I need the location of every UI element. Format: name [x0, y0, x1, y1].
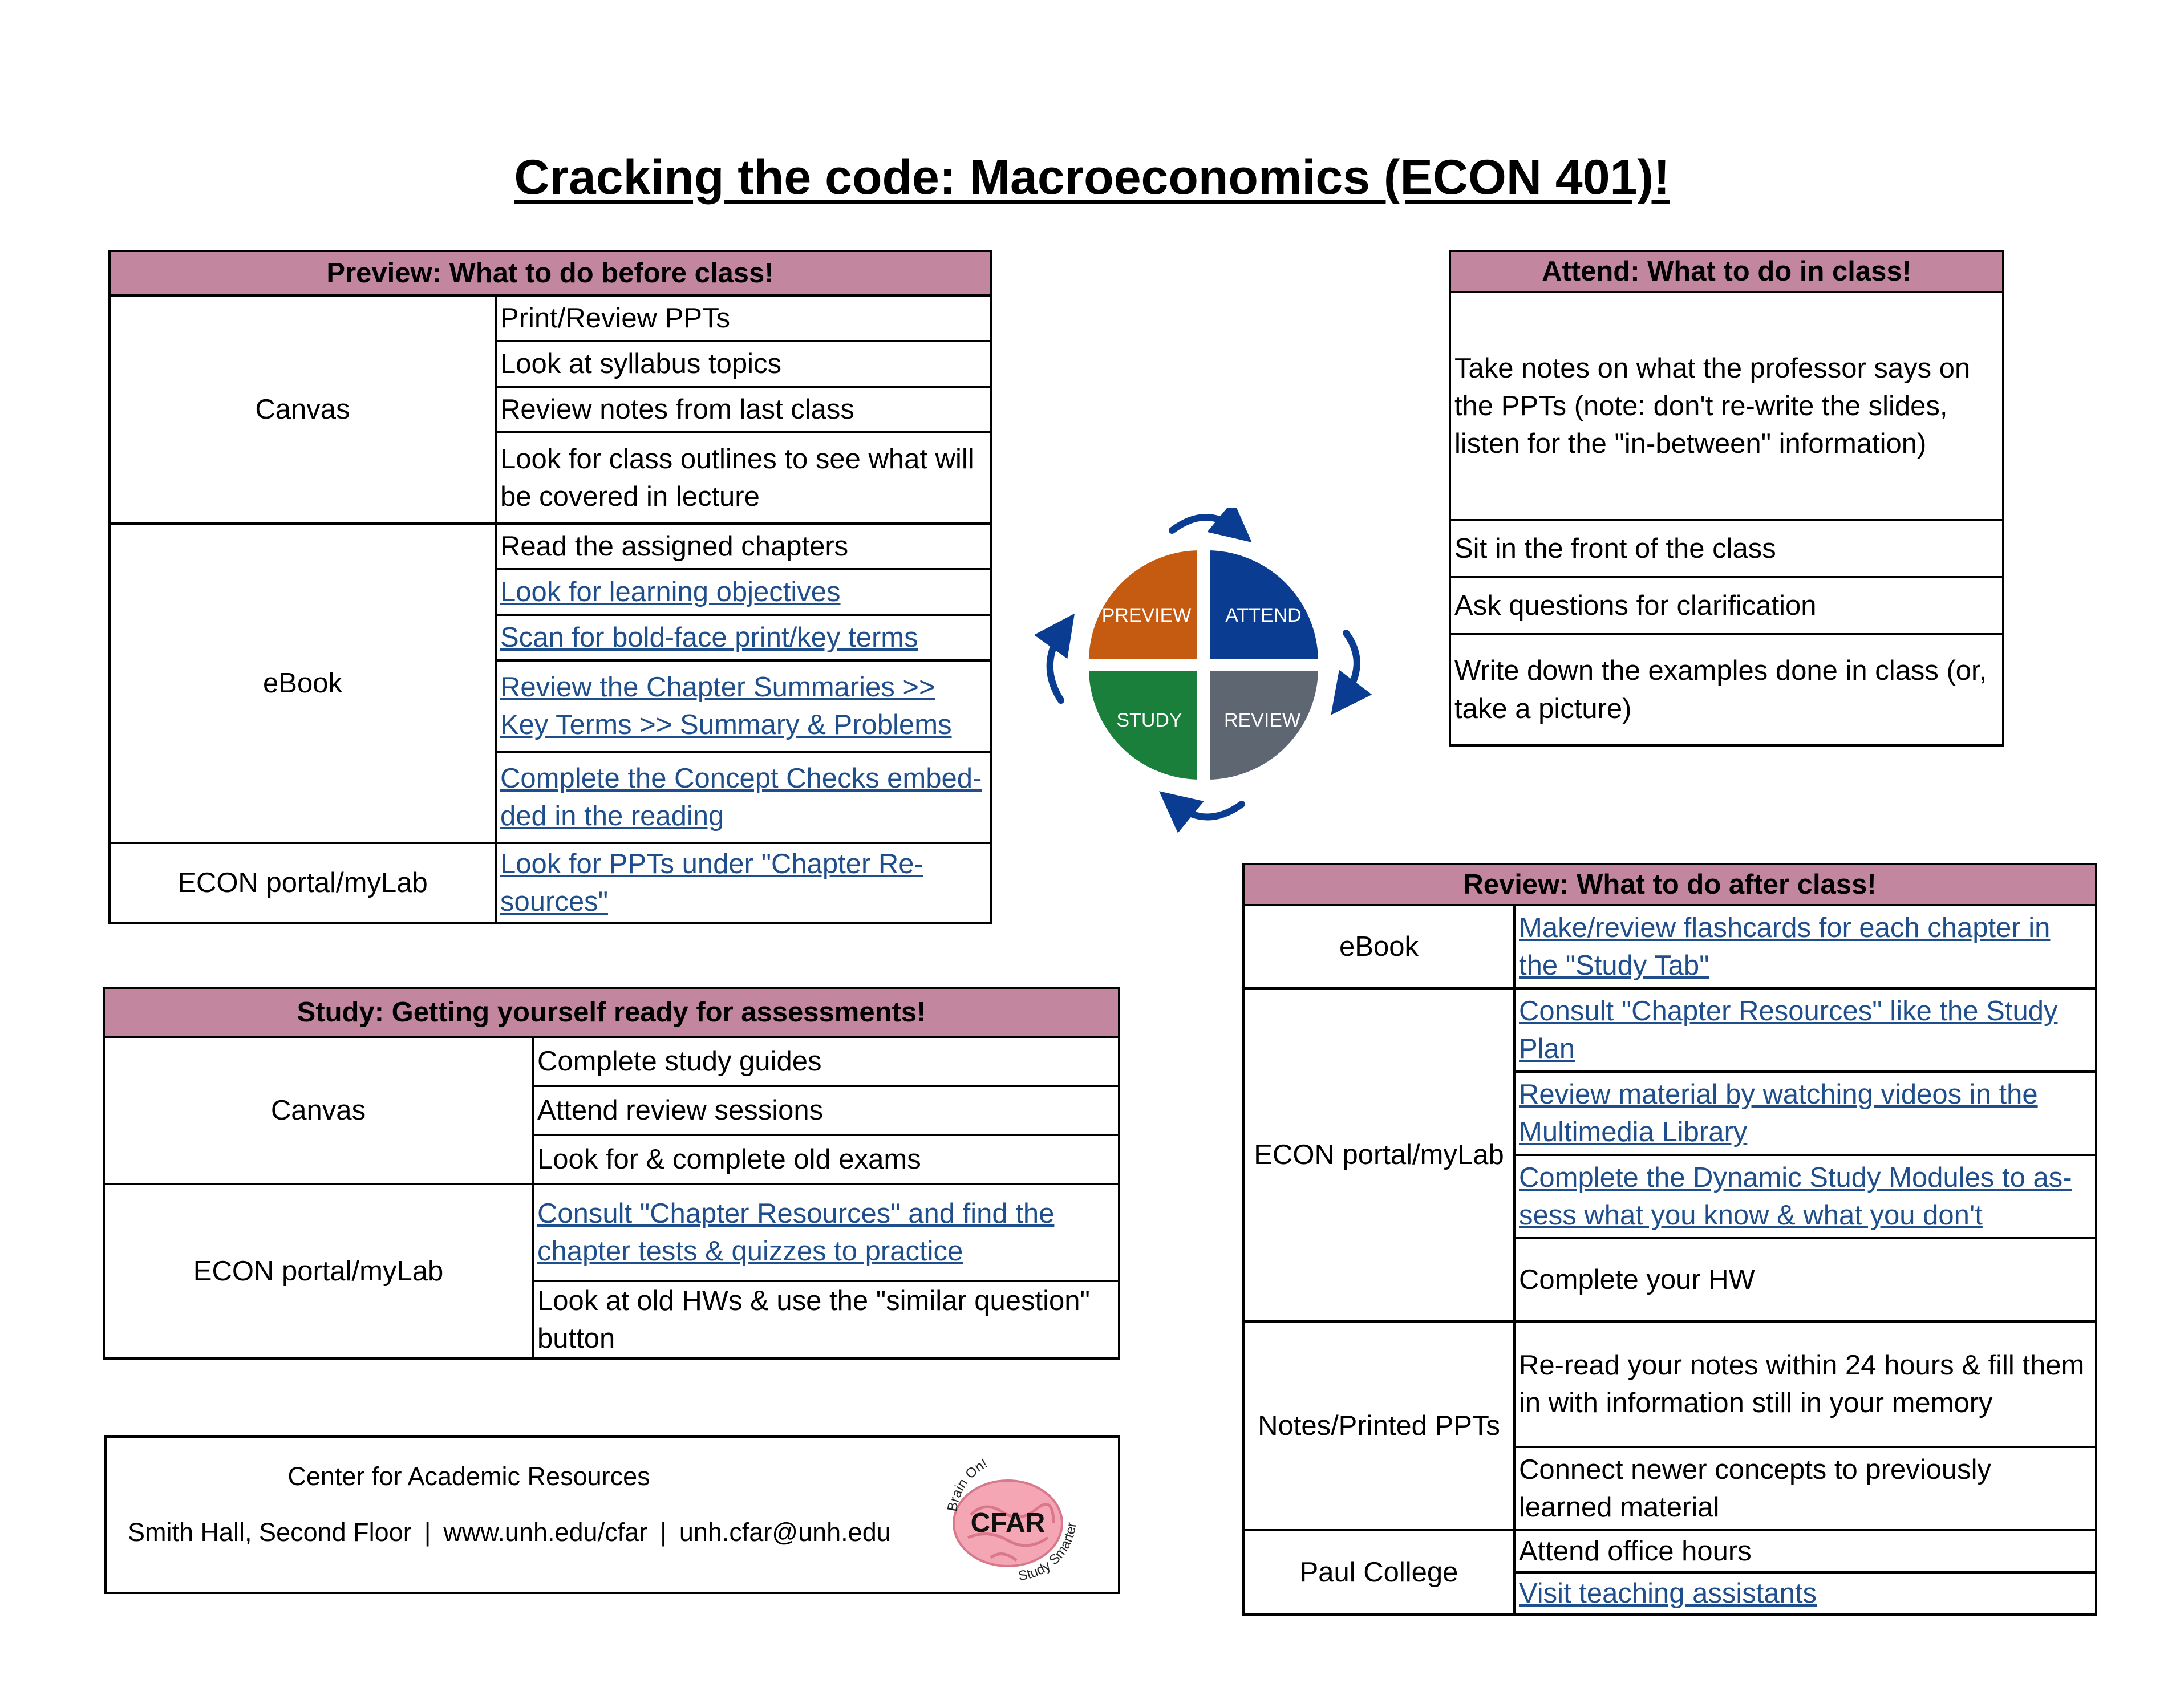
preview-link[interactable]: Complete the Concept Checks embed-ded in the reading	[500, 763, 982, 832]
study-item: Look for & complete old exams	[533, 1135, 1119, 1184]
preview-link[interactable]: Scan for bold-face print/key terms	[500, 622, 918, 653]
logo-name: CFAR	[970, 1508, 1046, 1538]
review-table	[1242, 863, 2097, 1616]
cycle-arrow-left	[1050, 630, 1063, 700]
preview-header: Preview: What to do before class!	[110, 251, 991, 295]
preview-item: Review notes from last class	[496, 387, 991, 432]
study-category-canvas: Canvas	[104, 1037, 533, 1184]
cycle-arrow-top	[1172, 517, 1236, 530]
review-category-paul-college: Paul College	[1243, 1530, 1514, 1615]
study-table	[103, 987, 1120, 1360]
study-cycle-diagram	[1035, 508, 1372, 833]
review-link[interactable]: Visit teaching assistants	[1519, 1577, 1817, 1609]
preview-link[interactable]: Review the Chapter Summaries >> Key Terms >> Summary & Problems	[500, 671, 952, 740]
cycle-arrow-bottom	[1175, 804, 1242, 817]
attend-item: Take notes on what the professor says on the PPTs (note: don't re-write the slides, listen for the "in-between" information)	[1450, 292, 2003, 520]
study-item: Attend review sessions	[533, 1086, 1119, 1135]
cfar-brain-logo	[917, 1443, 1111, 1592]
preview-table	[108, 250, 992, 924]
preview-item: Print/Review PPTs	[496, 295, 991, 341]
review-category-notes: Notes/Printed PPTs	[1243, 1321, 1514, 1530]
review-link[interactable]: Make/review flashcards for each chapter in the "Study Tab"	[1519, 912, 2051, 981]
preview-link[interactable]: Look for PPTs under "Chapter Re-sources"	[500, 848, 923, 917]
separator: |	[660, 1518, 667, 1547]
preview-category-ebook: eBook	[110, 524, 496, 843]
separator: |	[424, 1518, 431, 1547]
org-name: Center for Academic Resources	[287, 1462, 650, 1491]
preview-item: Look at syllabus topics	[496, 341, 991, 387]
website-link[interactable]: www.unh.edu/cfar	[443, 1518, 648, 1547]
attend-item: Sit in the front of the class	[1450, 520, 2003, 577]
review-item: Connect newer concepts to previously learned material	[1514, 1447, 2096, 1530]
preview-item: Look for class outlines to see what will be covered in lecture	[496, 432, 991, 524]
location: Smith Hall, Second Floor	[128, 1518, 412, 1547]
review-item: Complete your HW	[1514, 1238, 2096, 1321]
study-item: Complete study guides	[533, 1037, 1119, 1086]
review-link[interactable]: Consult "Chapter Resources" like the Study Plan	[1519, 995, 2058, 1064]
study-label: STUDY	[1116, 709, 1182, 731]
review-label: REVIEW	[1223, 709, 1301, 731]
review-header: Review: What to do after class!	[1243, 864, 2096, 905]
attend-table	[1449, 250, 2004, 747]
attend-header: Attend: What to do in class!	[1450, 251, 2003, 292]
attend-item: Write down the examples done in class (or, take a picture)	[1450, 634, 2003, 745]
logo-top-text: Brain On!	[945, 1455, 990, 1513]
preview-category-canvas: Canvas	[110, 295, 496, 524]
logo-bottom-text: Study Smarter	[1017, 1521, 1080, 1584]
preview-link[interactable]: Look for learning objectives	[500, 576, 841, 607]
cycle-arrow-right	[1343, 633, 1357, 699]
review-item: Attend office hours	[1514, 1530, 2096, 1572]
attend-item: Ask questions for clarification	[1450, 577, 2003, 634]
study-item: Look at old HWs & use the "similar question" button	[533, 1281, 1119, 1358]
preview-item: Read the assigned chapters	[496, 524, 991, 569]
attend-label: ATTEND	[1225, 605, 1302, 626]
review-item: Re-read your notes within 24 hours & fill them in with information still in your memory	[1514, 1321, 2096, 1447]
study-header: Study: Getting yourself ready for assessments!	[104, 988, 1119, 1037]
review-link[interactable]: Review material by watching videos in the Multimedia Library	[1519, 1078, 2038, 1147]
page-title: Cracking the code: Macroeconomics (ECON 401)!	[514, 150, 1670, 205]
email-link[interactable]: unh.cfar@unh.edu	[679, 1518, 891, 1547]
contact-line	[128, 1518, 891, 1547]
study-category-econ-portal: ECON portal/myLab	[104, 1184, 533, 1358]
preview-label: PREVIEW	[1101, 605, 1192, 626]
study-link[interactable]: Consult "Chapter Resources" and find the chapter tests & quizzes to practice	[537, 1198, 1055, 1267]
footer-contact-box	[104, 1435, 1120, 1594]
review-category-econ-portal: ECON portal/myLab	[1243, 988, 1514, 1321]
review-category-ebook: eBook	[1243, 905, 1514, 988]
review-link[interactable]: Complete the Dynamic Study Modules to as-sess what you know & what you don't	[1519, 1162, 2072, 1231]
preview-category-econ-portal: ECON portal/myLab	[110, 843, 496, 923]
